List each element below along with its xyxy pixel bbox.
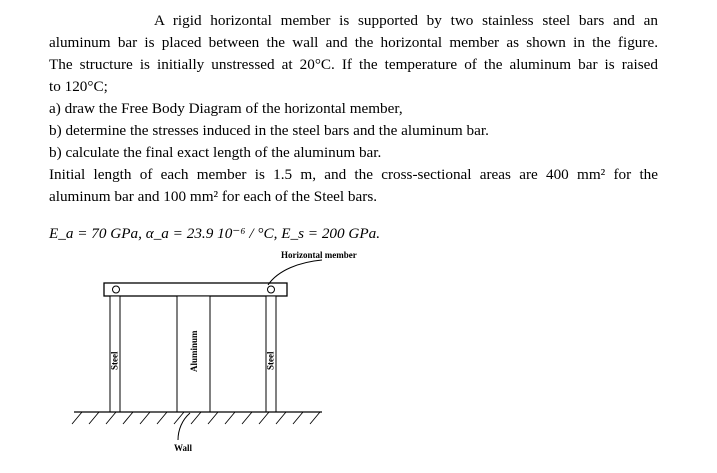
horizontal-member-label: Horizontal member xyxy=(281,250,357,260)
question-b: b) determine the stresses induced in the steel bars and the aluminum bar. xyxy=(49,122,489,139)
problem-line-1: A rigid horizontal member is supported by two stainless steel bars and an xyxy=(154,12,658,29)
problem-line-5: Initial length of each member is 1.5 m, and the cross-sectional areas are 400 mm² for the xyxy=(49,166,658,183)
left-pin xyxy=(113,286,120,293)
question-b-length: b) calculate the final exact length of the aluminum bar. xyxy=(49,144,382,161)
steel-bar-left-label: Steel xyxy=(109,351,120,370)
aluminum-bar-label: Aluminum xyxy=(189,330,199,372)
steel-bar-right-label: Steel xyxy=(265,351,276,370)
wall-label: Wall xyxy=(174,443,193,453)
problem-line-6: aluminum bar and 100 mm² for each of the Steel bars. xyxy=(49,188,378,205)
horizontal-member-leader xyxy=(268,260,322,285)
problem-line-3: The structure is initially unstressed at 20°C. If the temperature of the aluminum bar is raised xyxy=(49,56,658,73)
wall-hatching xyxy=(72,412,320,424)
problem-line-2: aluminum bar is placed between the wall and the horizontal member as shown in the figure. xyxy=(49,34,658,51)
question-a: a) draw the Free Body Diagram of the horizontal member, xyxy=(49,100,403,117)
problem-line-4: to 120°C; xyxy=(49,78,108,95)
right-pin xyxy=(268,286,275,293)
horizontal-member xyxy=(104,283,287,296)
material-constants: E_a = 70 GPa, α_a = 23.9 10⁻⁶ / °C, E_s = 200 GPa. xyxy=(49,225,381,242)
